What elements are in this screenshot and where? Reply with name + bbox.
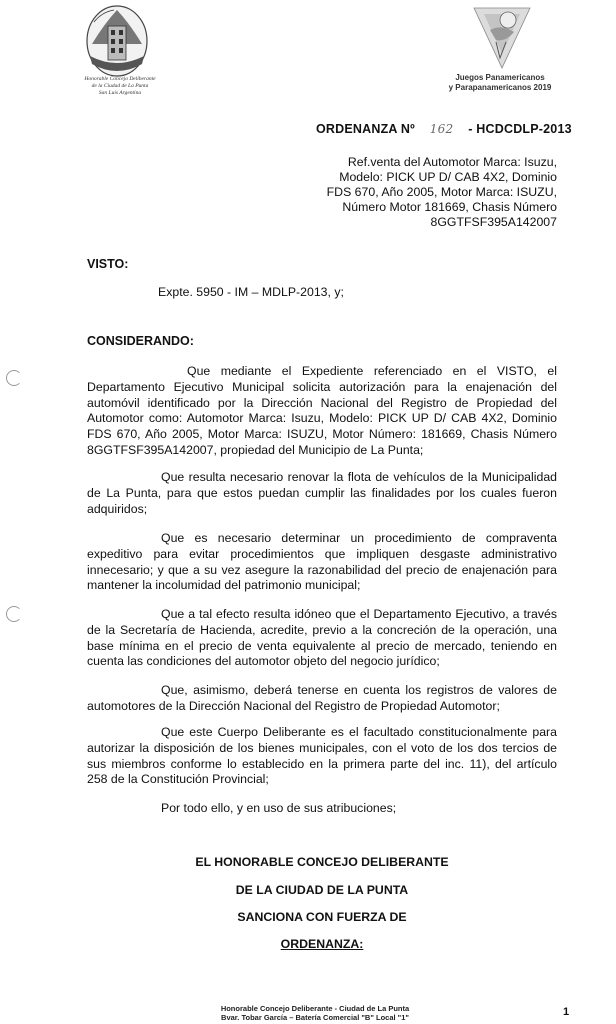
paragraph-line: Que a tal efecto resulta idóneo que el Departamento Ejecutivo, a través: [161, 607, 557, 621]
paragraph-line: Automotor como: Automotor Marca: Isuzu, Modelo: PICK UP D/ CAB 4X2, Dominio: [87, 411, 557, 426]
ordinance-suffix: - HCDCDLP-2013: [468, 122, 572, 136]
visto-heading: VISTO:: [87, 257, 129, 271]
paragraph-line: Que este Cuerpo Deliberante es el facultado constitucionalmente para: [161, 725, 557, 739]
games-caption-line: y Parapanamericanos 2019: [448, 83, 552, 92]
page-footer: [150, 1004, 480, 1022]
reference-line: Modelo: PICK UP D/ CAB 4X2, Dominio: [339, 170, 557, 184]
concejo-seal-logo: [84, 4, 150, 78]
paragraph-line: Que resulta necesario renovar la flota de vehículos de la Municipalidad: [161, 470, 557, 484]
sanciona-line: DE LA CIUDAD DE LA PUNTA: [235, 883, 409, 897]
paragraph-line: sus miembros conforme lo establecido en la primera parte del inc. 11), del artículo: [87, 756, 557, 771]
ordenanza-heading: ORDENANZA:: [280, 937, 364, 951]
paragraph-line: autorizar la disposición de los bienes municipales, con el voto de los dos tercios de: [87, 740, 557, 755]
punch-hole: [6, 370, 22, 386]
paragraph-line: innecesario; y que a su vez asegure la razonabilidad del precio de enajenación para: [87, 562, 557, 577]
logo-caption-line: San Luis Argentina: [98, 90, 142, 96]
paragraph-line: Que mediante el Expediente referenciado en el VISTO, el: [187, 364, 557, 378]
paragraph-line: automotores de la Dirección Nacional del Registro de Propiedad Automotor;: [87, 698, 500, 713]
concejo-logo-caption: [70, 76, 170, 97]
paragraph-line: base mínima en el precio de venta equivalente al precio de mercado, teniendo en: [87, 638, 557, 653]
games-caption-line: Juegos Panamericanos: [455, 73, 545, 82]
ordinance-prefix: ORDENANZA Nº: [316, 122, 415, 136]
considerando-heading: CONSIDERANDO:: [87, 334, 194, 348]
paragraph-line: adquiridos;: [87, 501, 148, 516]
logo-caption-line: Honorable Concejo Deliberante: [84, 76, 156, 82]
paragraph-line: de La Punta, para que estos puedan cumplir las finalidades por los cuales fueron: [87, 485, 557, 500]
logo-caption-line: de la Ciudad de La Punta: [91, 83, 149, 89]
paragraph-line: 258 de la Constitución Provincial;: [87, 772, 269, 787]
reference-line: Ref.venta del Automotor Marca: Isuzu,: [347, 155, 557, 169]
considerando-paragraph: [87, 531, 557, 594]
considerando-paragraph: [87, 725, 557, 788]
considerando-paragraph: [87, 683, 557, 715]
paragraph-line: automóvil identificado por la Dirección Nacional del Registro de Propiedad del: [87, 395, 557, 410]
closing-line: Por todo ello, y en uso de sus atribuciones;: [161, 801, 397, 815]
sanciona-line: EL HONORABLE CONCEJO DELIBERANTE: [195, 855, 449, 869]
considerando-paragraph: [87, 364, 557, 459]
reference-line: FDS 670, Año 2005, Motor Marca: ISUZU,: [326, 185, 557, 199]
reference-line: 8GGTFSF395A142007: [430, 215, 557, 229]
paragraph-line: Que, asimismo, deberá tenerse en cuenta los registros de valores de: [161, 683, 557, 697]
paragraph-line: cuenta las condiciones del automotor objeto del negocio jurídico;: [87, 654, 440, 669]
punch-hole: [6, 606, 22, 622]
paragraph-line: de la Secretaría de Hacienda, acredite, previo a la concreción de la operación, una: [87, 622, 557, 637]
considerando-paragraph: [87, 607, 557, 670]
considerando-paragraph: [87, 470, 557, 517]
reference-line: Número Motor 181669, Chasis Número: [342, 200, 557, 214]
paragraph-line: 8GGTFSF395A142007, propiedad del Municipio de La Punta;: [87, 442, 424, 457]
ordinance-number: 162: [429, 122, 454, 136]
visto-text: Expte. 5950 - IM – MDLP-2013, y;: [158, 285, 344, 299]
paragraph-line: Que es necesario determinar un procedimiento de compraventa: [161, 531, 557, 545]
sanciona-line: SANCIONA CON FUERZA DE: [237, 910, 407, 924]
ordinance-title: [316, 122, 572, 136]
paragraph-line: FDS 670, Año 2005, Motor Marca: ISUZU, Motor Número: 181669, Chasis Número: [87, 427, 557, 442]
page-number: 1: [563, 1006, 570, 1018]
reference-block: [318, 155, 557, 230]
footer-line: Honorable Concejo Deliberante - Ciudad de La Punta: [220, 1004, 410, 1013]
paragraph-line: expeditivo para evitar procedimientos que impliquen desgaste administrativo: [87, 546, 557, 561]
panamerican-games-logo: [470, 2, 534, 70]
footer-line: Bvar. Tobar García – Batería Comercial "B" Local "1": [221, 1013, 409, 1022]
paragraph-line: Departamento Ejecutivo Municipal solicita autorización para la enajenación del: [87, 379, 557, 394]
paragraph-line: mantener la incolumidad del patrimonio municipal;: [87, 578, 361, 593]
games-caption: [430, 73, 570, 93]
